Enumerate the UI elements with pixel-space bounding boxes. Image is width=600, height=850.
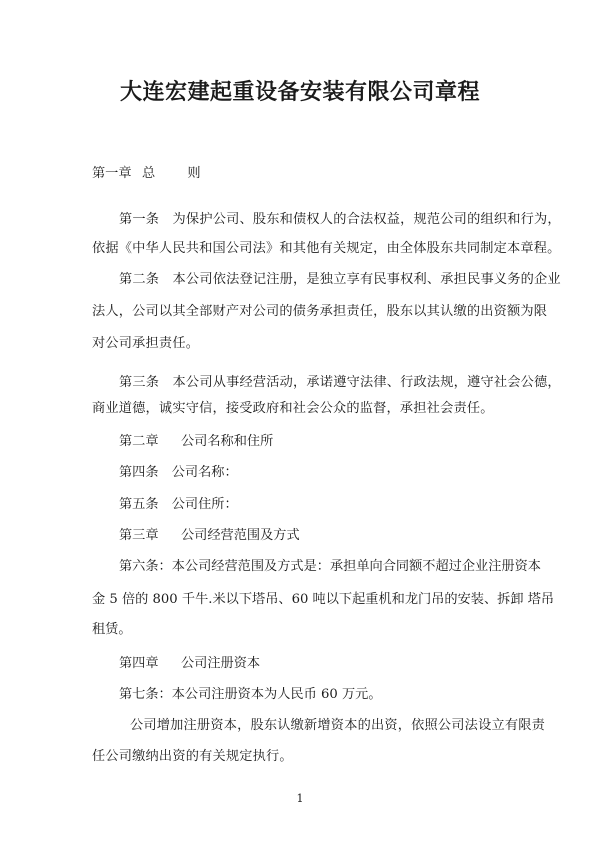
chapter-number: 第一章 — [92, 166, 132, 181]
chapter-heading — [119, 433, 273, 451]
article-line: 第三条 本公司从事经营活动，承诺遵守法律、行政法规，遵守社会公德， — [119, 375, 561, 390]
article-line: 第二条 本公司依法登记注册，是独立享有民事权利、承担民事义务的企业 — [119, 272, 561, 287]
article-line: 法人，公司以其全部财产对公司的债务承担责任，股东以其认缴的出资额为限 — [92, 304, 548, 319]
article-line: 金 5 倍的 800 千牛.米以下塔吊、60 吨以下起重机和龙门吊的安装、拆卸 塔吊 — [92, 592, 555, 607]
paragraph-line: 任公司缴纳出资的有关规定执行。 — [92, 749, 293, 764]
chapter-number: 第三章 — [119, 528, 159, 543]
chapter-heading — [119, 527, 300, 545]
article-line: 第六条：本公司经营范围及方式是：承担单向合同额不超过企业注册资本 — [119, 559, 541, 574]
paragraph-line: 公司增加注册资本，股东认缴新增资本的出资，依照公司法设立有限责 — [130, 718, 546, 733]
article-line: 租赁。 — [92, 622, 132, 637]
article-line: 第七条：本公司注册资本为人民币 60 万元。 — [119, 687, 382, 702]
chapter-number: 第四章 — [119, 656, 159, 671]
article-line: 对公司承担责任。 — [92, 336, 200, 351]
chapter-name: 总 则 — [142, 166, 215, 181]
chapter-heading — [119, 655, 260, 673]
chapter-number: 第二章 — [119, 434, 159, 449]
page-number: 1 — [296, 792, 304, 805]
article-line: 依据《中华人民共和国公司法》和其他有关规定，由全体股东共同制定本章程。 — [92, 241, 561, 256]
document-title: 大连宏建起重设备安装有限公司章程 — [119, 79, 480, 105]
chapter-name: 公司注册资本 — [181, 656, 261, 671]
chapter-name: 公司名称和住所 — [181, 434, 274, 449]
chapter-name: 公司经营范围及方式 — [181, 528, 300, 543]
chapter-heading — [92, 165, 215, 183]
article-line: 第一条 为保护公司、股东和债权人的合法权益，规范公司的组织和行为， — [119, 212, 561, 227]
article-line: 商业道德，诚实守信，接受政府和社会公众的监督，承担社会责任。 — [92, 401, 494, 416]
article-line: 第五条 公司住所： — [119, 497, 238, 512]
article-line: 第四条 公司名称： — [119, 465, 238, 480]
